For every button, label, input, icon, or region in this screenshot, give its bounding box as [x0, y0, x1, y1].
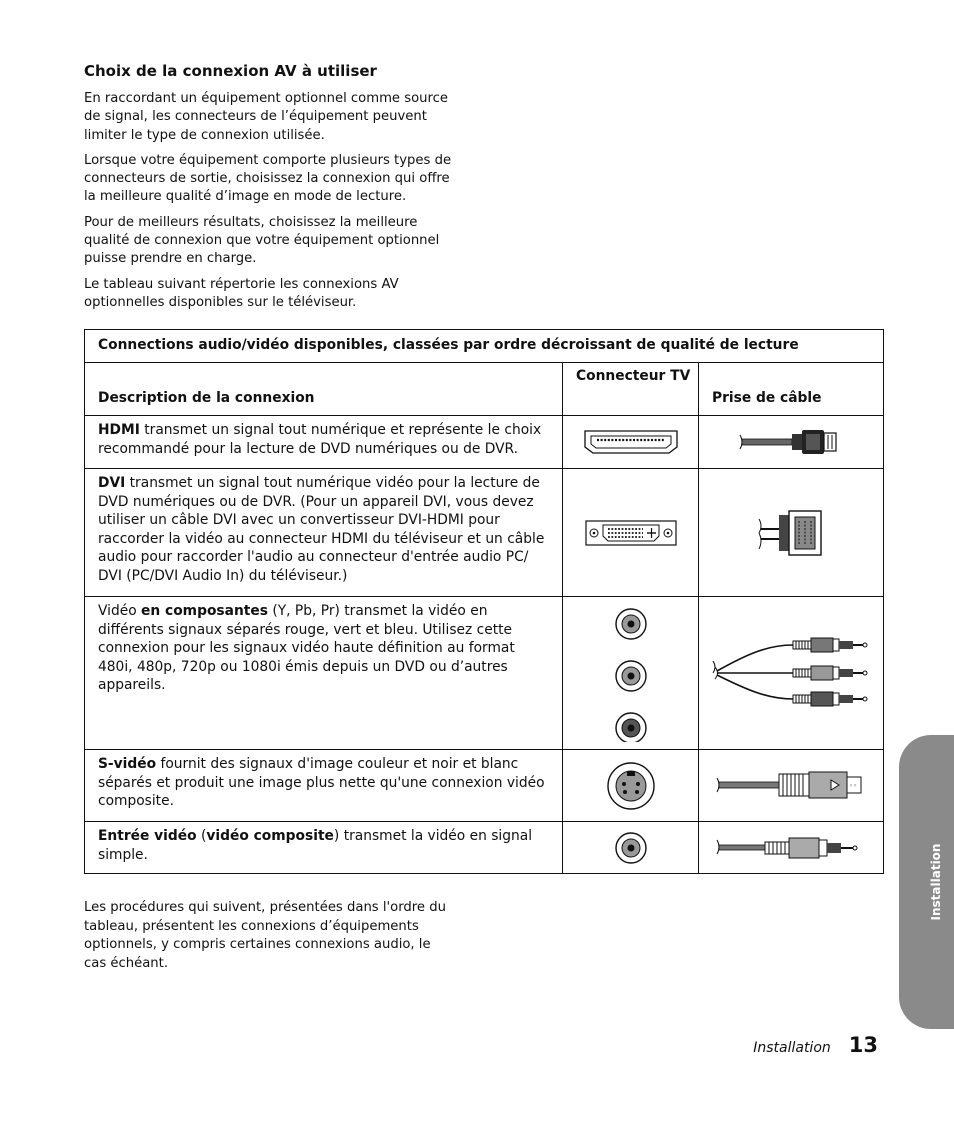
svg-text:◦◦: ◦◦: [849, 781, 858, 790]
table-caption: Connections audio/vidéo disponibles, classées par ordre décroissant de qualité de lecture: [85, 330, 884, 363]
intro-paragraph: Pour de meilleurs résultats, choisissez la meilleure qualité de connexion que votre équipement optionnel puisse prendre en charge.: [84, 214, 440, 267]
tv-connector-cell: [563, 597, 699, 750]
svideo-port-icon: [605, 760, 657, 812]
tv-connector-cell: [563, 750, 699, 822]
cable-cell: [699, 750, 884, 822]
component-jacks-icon: [611, 604, 651, 742]
row-text: (: [196, 828, 207, 844]
dvi-port-icon: [585, 519, 677, 547]
row-prefix: Vidéo: [98, 603, 142, 619]
cable-cell: [699, 822, 884, 874]
page-footer: [753, 1033, 878, 1057]
cable-cell: [699, 597, 884, 750]
section-title: Choix de la connexion AV à utiliser: [84, 62, 377, 80]
tv-connector-cell: [563, 822, 699, 874]
side-tab: [899, 735, 954, 1029]
row-text: (Y, Pb, Pr) transmet la vidéo en différents signaux séparés rouge, vert et bleu. Utilisez cette connexion pour les signaux vidéo haute définition au format 480i, 480p, 720p ou 1080i émis depuis un DVD ou d’autres appareils.: [98, 603, 515, 693]
row-description: [85, 597, 563, 750]
outro-text: Les procédures qui suivent, présentées dans l'ordre du tableau, présentent les connexions d’équipements optionnels, y compris certaines connexions audio, le cas échéant.: [84, 900, 446, 971]
composite-cable-icon: [713, 833, 869, 863]
row-text: transmet un signal tout numérique vidéo pour la lecture de DVD numériques ou de DVR. (Pour un appareil DVI, vous devez utiliser un câble DVI avec un convertisseur DVI-HDMI pour raccorder la vidéo au connecteur HDMI du téléviseur et un câble audio pour raccorder l'audio au connecteur d'entrée audio PC/ DVI (PC/DVI Audio In) du téléviseur.): [98, 475, 545, 584]
row-title: DVI: [98, 475, 126, 491]
table-row: [85, 469, 884, 597]
row-title: HDMI: [98, 422, 140, 438]
hdmi-port-icon: [583, 429, 679, 455]
table-row: [85, 416, 884, 469]
component-cable-icon: [709, 633, 873, 713]
side-tab-label-text: Installation: [929, 843, 943, 921]
row-title-secondary: vidéo composite: [206, 828, 334, 844]
row-title: en composantes: [141, 603, 268, 619]
intro-paragraph: Le tableau suivant répertorie les connexions AV optionnelles disponibles sur le téléviseur.: [84, 276, 399, 310]
dvi-cable-icon: [755, 509, 827, 557]
tv-connector-cell: [563, 416, 699, 469]
tv-connector-cell: [563, 469, 699, 597]
table-row: [85, 822, 884, 874]
header-tv-connector: Connecteur TV: [563, 363, 699, 416]
row-description: [85, 822, 563, 874]
row-description: [85, 469, 563, 597]
composite-jack-icon: [614, 831, 648, 865]
row-text-secondary: ) transmet la vidéo en signal simple.: [98, 828, 533, 863]
hdmi-cable-icon: [736, 425, 846, 459]
table-caption-row: [85, 330, 884, 363]
cable-cell: [699, 469, 884, 597]
row-text: fournit des signaux d'image couleur et noir et blanc séparés et produit une image plus nette qu'une connexion vidéo composite.: [98, 756, 545, 809]
row-description: [85, 416, 563, 469]
row-description: [85, 750, 563, 822]
intro-paragraph: En raccordant un équipement optionnel comme source de signal, les connecteurs de l’équipement peuvent limiter le type de connexion utilisée.: [84, 91, 449, 143]
header-description: Description de la connexion: [85, 363, 563, 416]
cable-cell: [699, 416, 884, 469]
table-row: [85, 597, 884, 750]
intro-paragraph: Lorsque votre équipement comporte plusieurs types de connecteurs de sortie, choisissez la connexion qui offre la meilleure qualité d’image en mode de lecture.: [84, 152, 452, 205]
table-header-row: [85, 363, 884, 416]
side-tab-label: [929, 840, 943, 924]
connections-table: [84, 329, 884, 874]
row-title: Entrée vidéo: [98, 828, 197, 844]
table-row: [85, 750, 884, 822]
svideo-cable-icon: [713, 766, 869, 806]
page-number: 13: [848, 1033, 878, 1057]
footer-section-label: Installation: [753, 1040, 831, 1056]
intro-text: [84, 90, 456, 319]
row-text: transmet un signal tout numérique et représente le choix recommandé pour la lecture de DVD numériques ou de DVR.: [98, 422, 542, 457]
header-cable: Prise de câble: [699, 363, 884, 416]
row-title: S-vidéo: [98, 756, 157, 772]
